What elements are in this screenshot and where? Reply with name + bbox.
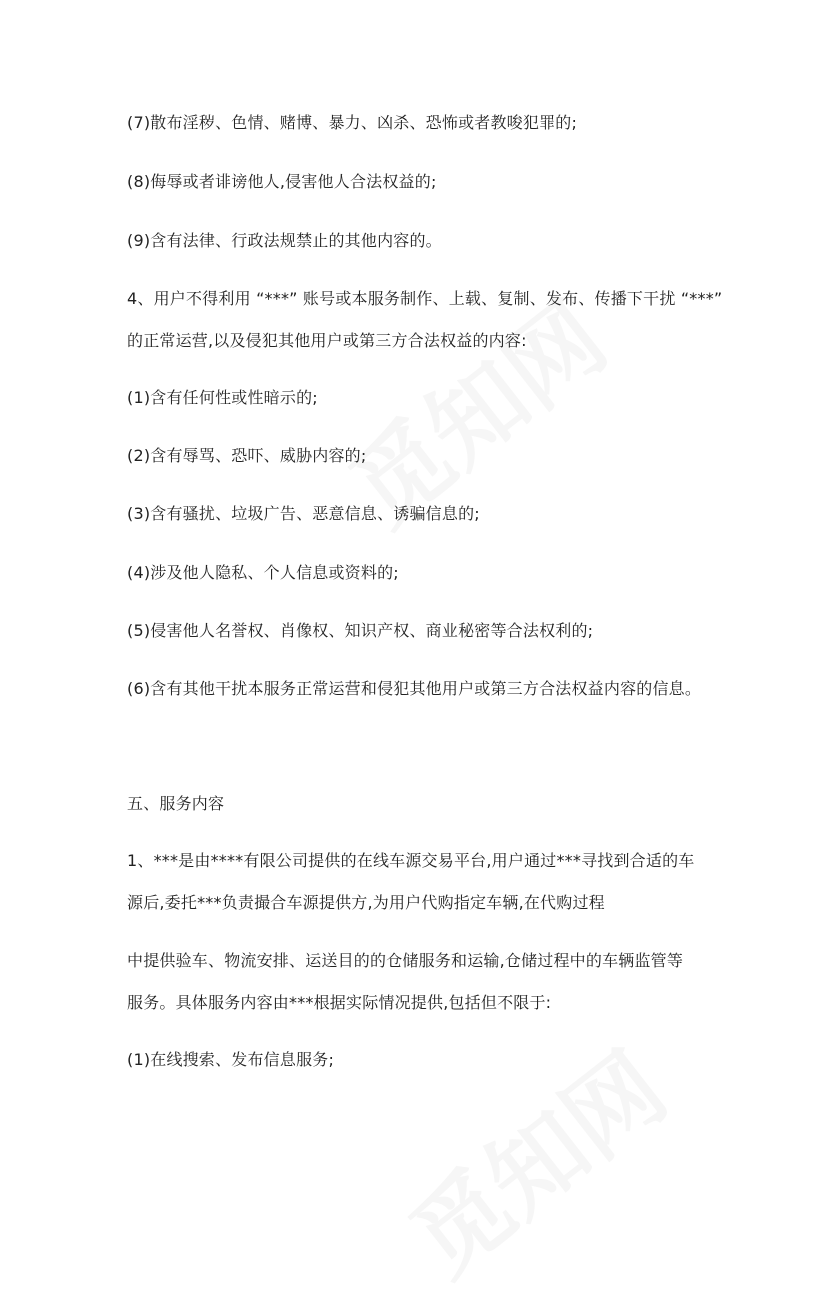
service-item-1: (1)在线搜索、发布信息服务; bbox=[127, 1050, 335, 1069]
item-6: (6)含有其他干扰本服务正常运营和侵犯其他用户或第三方合法权益内容的信息。 bbox=[127, 679, 702, 698]
service-paragraph-line-4: 服务。具体服务内容由***根据实际情况提供,包括但不限于: bbox=[127, 993, 552, 1012]
item-5: (5)侵害他人名誉权、肖像权、知识产权、商业秘密等合法权利的; bbox=[127, 621, 594, 640]
item-1: (1)含有任何性或性暗示的; bbox=[127, 388, 318, 407]
clause-9: (9)含有法律、行政法规禁止的其他内容的。 bbox=[127, 231, 442, 250]
clause-7: (7)散布淫秽、色情、赌博、暴力、凶杀、恐怖或者教唆犯罪的; bbox=[127, 113, 578, 132]
item-4: (4)涉及他人隐私、个人信息或资料的; bbox=[127, 563, 399, 582]
section-4-line-2: 的正常运营,以及侵犯其他用户或第三方合法权益的内容: bbox=[127, 331, 527, 350]
section-heading: 五、服务内容 bbox=[127, 794, 225, 813]
service-paragraph-line-2: 源后,委托***负责撮合车源提供方,为用户代购指定车辆,在代购过程 bbox=[127, 893, 605, 912]
item-3: (3)含有骚扰、垃圾广告、恶意信息、诱骗信息的; bbox=[127, 504, 480, 523]
watermark-bottom bbox=[378, 1016, 689, 1301]
item-2: (2)含有辱骂、恐吓、威胁内容的; bbox=[127, 446, 367, 465]
service-paragraph-line-1: 1、***是由****有限公司提供的在线车源交易平台,用户通过***寻找到合适的车 bbox=[127, 851, 695, 870]
clause-8: (8)侮辱或者诽谤他人,侵害他人合法权益的; bbox=[127, 172, 437, 191]
service-paragraph-line-3: 中提供验车、物流安排、运送目的的仓储服务和运输,仓储过程中的车辆监管等 bbox=[127, 951, 684, 970]
section-4-line-1: 4、用户不得利用 “***” 账号或本服务制作、上载、复制、发布、传播下干扰 “***” bbox=[127, 289, 723, 308]
